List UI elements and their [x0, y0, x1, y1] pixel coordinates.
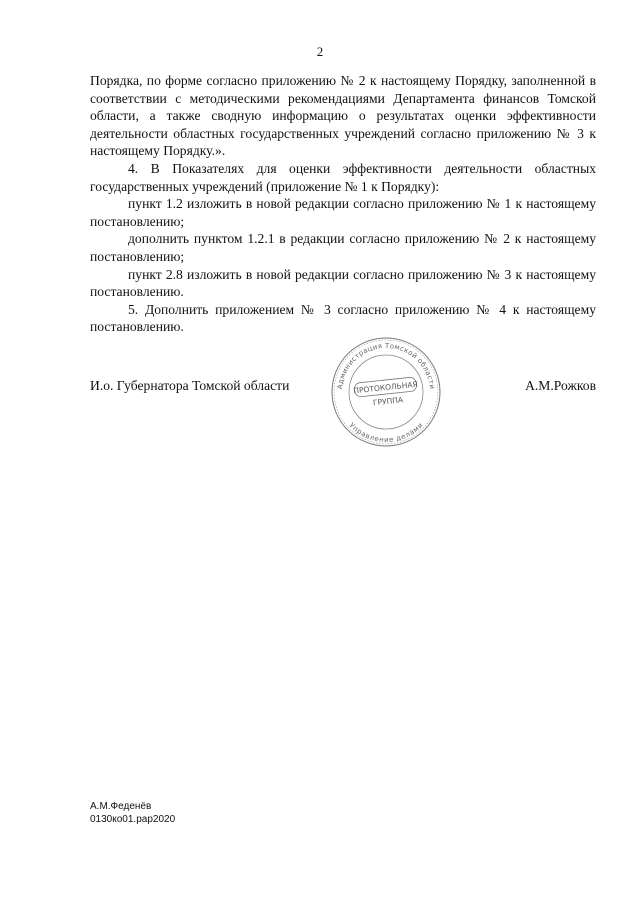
page-number: 2	[316, 44, 324, 59]
paragraph-continuation: Порядка, по форме согласно приложению № 2 к настоящему Порядку, заполненной в соответствии с методическими рекомендациями Департамента финансов Томской области, а также сводную информацию о результатах оценки эффективности деятельности областных государственных учреждений согласно приложению № 3 к настоящему Порядку.».	[90, 73, 596, 159]
stamp-bottom-text: Управление делами	[347, 421, 425, 445]
paragraph-subitem-3: пункт 2.8 изложить в новой редакции согласно приложению № 3 к настоящему постановлению.	[90, 266, 596, 300]
paragraph-subitem-2: дополнить пунктом 1.2.1 в редакции согласно приложению № 2 к настоящему постановлению;	[90, 231, 596, 264]
footer-file-code: 0130ко01.рар2020	[90, 814, 176, 825]
paragraph-item-5: 5. Дополнить приложением № 3 согласно приложению № 4 к настоящему постановлению.	[90, 301, 596, 335]
paragraph-subitem-1: пункт 1.2 изложить в новой редакции согласно приложению № 1 к настоящему постановлению;	[90, 196, 596, 229]
signatory-position: И.о. Губернатора Томской области	[90, 378, 290, 393]
footer-meta	[90, 800, 175, 826]
stamp-center-line2: ГРУППА	[372, 395, 404, 408]
stamp-center-line1: ПРОТОКОЛЬНАЯ	[352, 379, 419, 396]
svg-text:Управление делами	[347, 421, 424, 444]
document-body	[90, 72, 596, 336]
official-stamp	[330, 336, 442, 448]
stamp-ring-text: Администрация Томской области	[336, 341, 436, 390]
signatory-name: А.М.Рожков	[525, 378, 596, 393]
paragraph-item-4: 4. В Показателях для оценки эффективности деятельности областных государственных учреждений (приложение № 1 к Порядку):	[90, 160, 596, 194]
footer-author: А.М.Феденёв	[90, 801, 152, 812]
